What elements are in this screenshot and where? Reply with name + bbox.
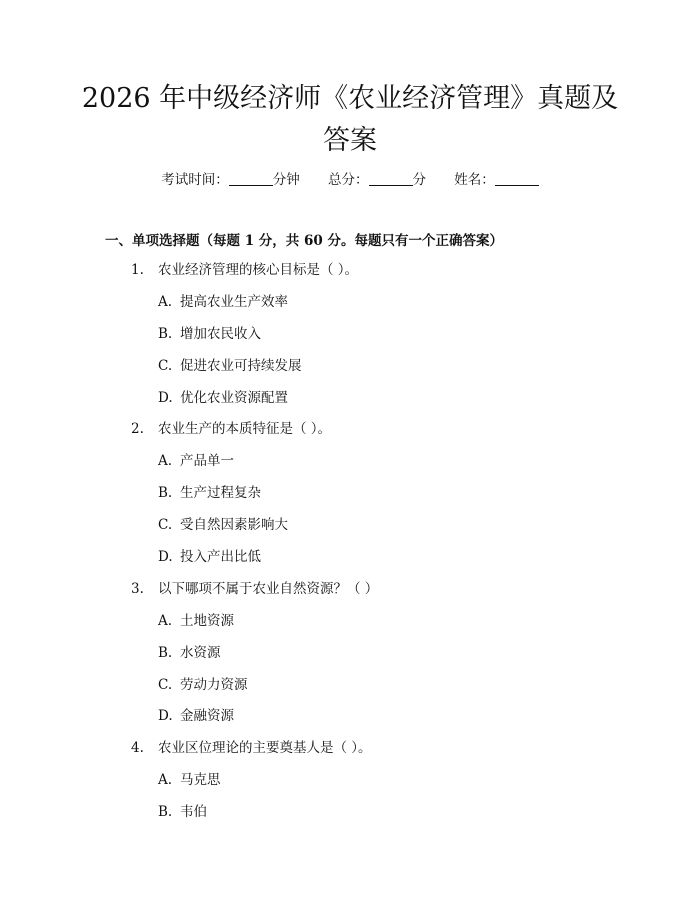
option-letter: B. xyxy=(158,644,173,661)
option-item xyxy=(0,354,700,386)
exam-time-unit: 分钟 xyxy=(272,172,300,188)
option-letter: B. xyxy=(158,485,173,502)
option-text: 产品单一 xyxy=(180,453,234,470)
question-text: 农业生产的本质特征是（ ）。 xyxy=(158,421,332,438)
question-text: 以下哪项不属于农业自然资源？（ ） xyxy=(158,580,379,597)
option-item xyxy=(0,322,700,354)
option-text: 水资源 xyxy=(180,644,221,661)
option-letter: A. xyxy=(158,772,173,789)
question-text: 农业区位理论的主要奠基人是（ ）。 xyxy=(158,740,372,757)
option-letter: D. xyxy=(158,549,173,566)
score-unit: 分 xyxy=(412,172,426,188)
option-letter: A. xyxy=(158,453,173,470)
question-text: 农业经济管理的核心目标是（ ）。 xyxy=(158,262,359,278)
question-number: 2. xyxy=(131,421,144,438)
option-item xyxy=(0,800,700,832)
option-item xyxy=(0,609,700,641)
option-text: 韦伯 xyxy=(180,804,207,821)
total-score xyxy=(328,168,426,188)
question-list xyxy=(0,258,700,832)
option-letter: B. xyxy=(158,325,173,342)
option-item xyxy=(0,481,700,513)
option-text: 提高农业生产效率 xyxy=(180,293,288,310)
option-letter: A. xyxy=(158,293,173,310)
name-blank xyxy=(495,185,539,186)
option-text: 土地资源 xyxy=(180,612,234,629)
option-text: 促进农业可持续发展 xyxy=(180,357,302,374)
exam-info-line xyxy=(0,168,700,188)
option-text: 投入产出比低 xyxy=(180,549,261,566)
option-item xyxy=(0,545,700,577)
option-item xyxy=(0,704,700,736)
option-text: 受自然因素影响大 xyxy=(180,517,288,534)
option-text: 生产过程复杂 xyxy=(180,485,261,502)
question-item xyxy=(0,417,700,449)
title-line-1: 2026 年中级经济师《农业经济管理》真题及 xyxy=(81,83,619,114)
option-item xyxy=(0,673,700,705)
exam-time xyxy=(161,168,300,188)
option-item xyxy=(0,449,700,481)
option-item xyxy=(0,768,700,800)
option-text: 金融资源 xyxy=(180,708,234,725)
option-letter: C. xyxy=(158,517,173,534)
option-letter: A. xyxy=(158,612,173,629)
question-number: 3. xyxy=(131,580,144,597)
option-letter: D. xyxy=(158,708,173,725)
section-heading: 一、单项选择题（每题 1 分，共 60 分。每题只有一个正确答案） xyxy=(105,233,503,249)
option-letter: D. xyxy=(158,389,173,406)
question-number: 4. xyxy=(131,740,144,757)
name-label: 姓名： xyxy=(454,172,495,188)
document-title xyxy=(60,78,640,162)
option-item xyxy=(0,386,700,418)
option-text: 劳动力资源 xyxy=(180,676,248,693)
option-item xyxy=(0,641,700,673)
title-line-2: 答案 xyxy=(323,125,377,156)
question-item xyxy=(0,258,700,290)
option-text: 增加农民收入 xyxy=(180,325,261,342)
option-letter: C. xyxy=(158,676,173,693)
exam-time-label: 考试时间： xyxy=(161,172,229,188)
question-number: 1. xyxy=(131,262,144,278)
question-item xyxy=(0,736,700,768)
question-item xyxy=(0,577,700,609)
option-item xyxy=(0,513,700,545)
option-letter: B. xyxy=(158,804,173,821)
option-text: 优化农业资源配置 xyxy=(180,389,288,406)
option-letter: C. xyxy=(158,357,173,374)
exam-time-blank xyxy=(229,185,273,186)
option-text: 马克思 xyxy=(180,772,221,789)
option-item xyxy=(0,290,700,322)
score-blank xyxy=(369,185,413,186)
score-label: 总分： xyxy=(328,172,369,188)
student-name xyxy=(454,168,539,188)
